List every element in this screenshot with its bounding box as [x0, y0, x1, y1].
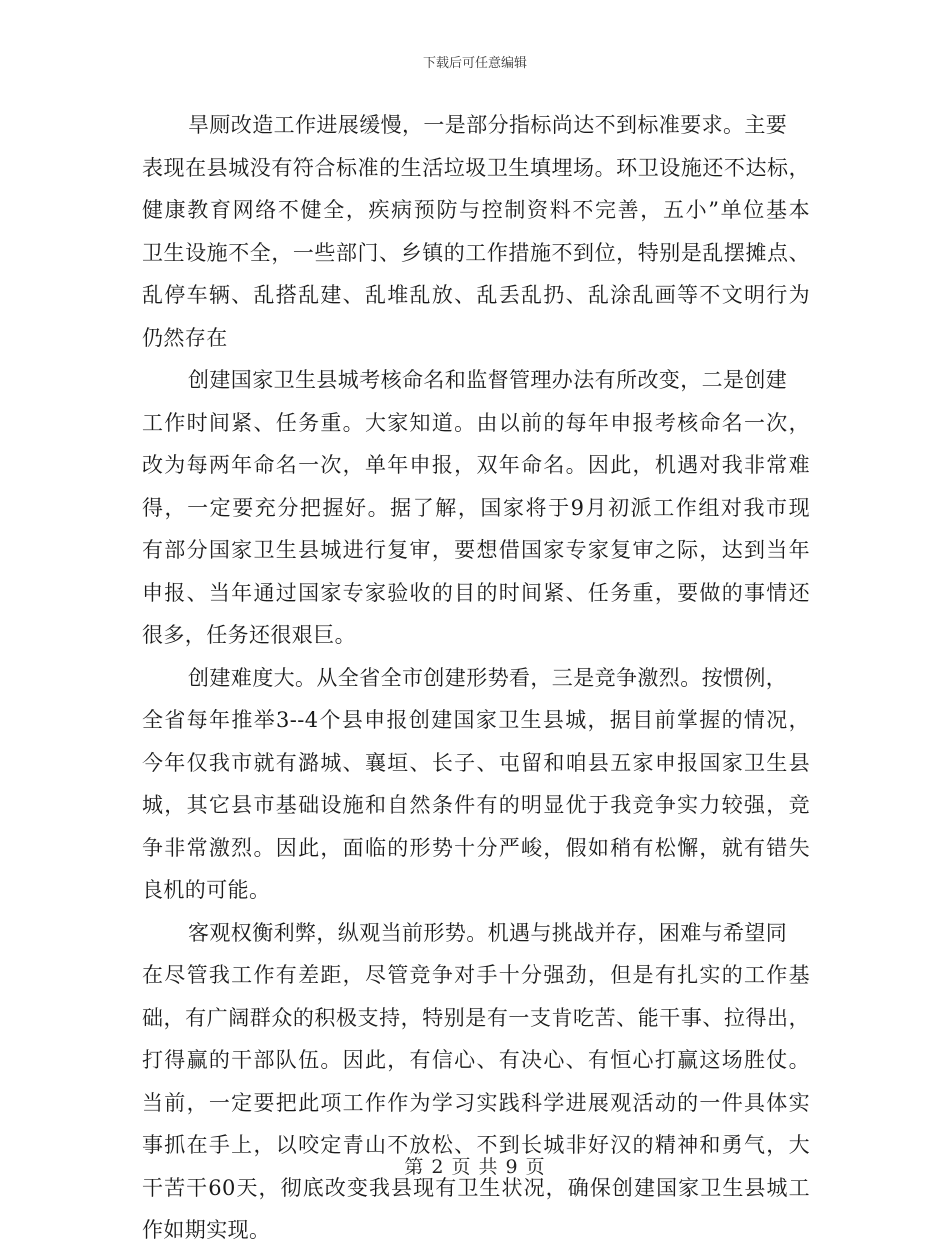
text-line: 在尽管我工作有差距，尽管竞争对手十分强劲，但是有扎实的工作基 — [142, 963, 810, 987]
text-line: 工作时间紧、任务重。大家知道。由以前的每年申报考核命名一次， — [142, 410, 810, 435]
text-line: 得，一定要充分把握好。据了解，国家将于9月初派工作组对我市现 — [142, 495, 810, 520]
text-line: 健康教育网络不健全，疾病预防与控制资料不完善，五小”单位基本 — [142, 198, 810, 222]
text-line: 当前，一定要把此项工作作为学习实践科学进展观活动的一件具体实 — [142, 1090, 810, 1115]
page-header-note: 下载后可任意编辑 — [422, 56, 527, 71]
text-line: 表现在县城没有符合标准的生活垃圾卫生填埋场。环卫设施还不达标， — [142, 155, 810, 180]
text-line: 争非常激烈。因此，面临的形势十分严峻，假如稍有松懈，就有错失 — [142, 835, 810, 860]
text-line: 打得赢的干部队伍。因此，有信心、有决心、有恒心打赢这场胜仗。 — [142, 1048, 810, 1072]
text-line: 旱厕改造工作进展缓慢，一是部分指标尚达不到标准要求。主要 — [188, 113, 788, 137]
text-line: 良机的可能。 — [142, 878, 271, 902]
text-line: 改为每两年命名一次，单年申报，双年命名。因此，机遇对我非常难 — [142, 453, 810, 477]
text-line: 创建难度大。从全省全市创建形势看，三是竞争激烈。按惯例， — [188, 665, 788, 690]
text-line: 干苦干60天，彻底改变我县现有卫生状况，确保创建国家卫生县城工 — [142, 1175, 810, 1200]
text-line: 作如期实现。 — [142, 1218, 271, 1242]
text-line: 城，其它县市基础设施和自然条件有的明显优于我竞争实力较强，竞 — [142, 793, 810, 817]
text-line: 客观权衡利弊，纵观当前形势。机遇与挑战并存，困难与希望同 — [188, 920, 788, 945]
text-line: 乱停车辆、乱搭乱建、乱堆乱放、乱丢乱扔、乱涂乱画等不文明行为 — [142, 283, 810, 307]
text-line: 卫生设施不全，一些部门、乡镇的工作措施不到位，特别是乱摆摊点、 — [142, 240, 810, 265]
text-line: 申报、当年通过国家专家验收的目的时间紧、任务重，要做的事情还 — [142, 580, 810, 605]
text-line: 础，有广阔群众的积极支持，特别是有一支肯吃苦、能干事、拉得出， — [142, 1005, 810, 1030]
page-number: 第 2 页 共 9 页 — [404, 1156, 546, 1178]
text-line: 仍然存在 — [142, 325, 228, 350]
text-line: 很多，任务还很艰巨。 — [142, 623, 356, 647]
text-line: 有部分国家卫生县城进行复审，要想借国家专家复审之际，达到当年 — [142, 538, 810, 562]
text-line: 今年仅我市就有潞城、襄垣、长子、屯留和咱县五家申报国家卫生县 — [142, 750, 810, 775]
text-line: 全省每年推举3--4个县申报创建国家卫生县城，据目前掌握的情况， — [142, 708, 810, 732]
text-line: 创建国家卫生县城考核命名和监督管理办法有所改变，二是创建 — [188, 368, 788, 392]
document-body — [142, 104, 810, 1252]
text-line: 事抓在手上，以咬定青山不放松、不到长城非好汉的精神和勇气，大 — [142, 1133, 810, 1157]
